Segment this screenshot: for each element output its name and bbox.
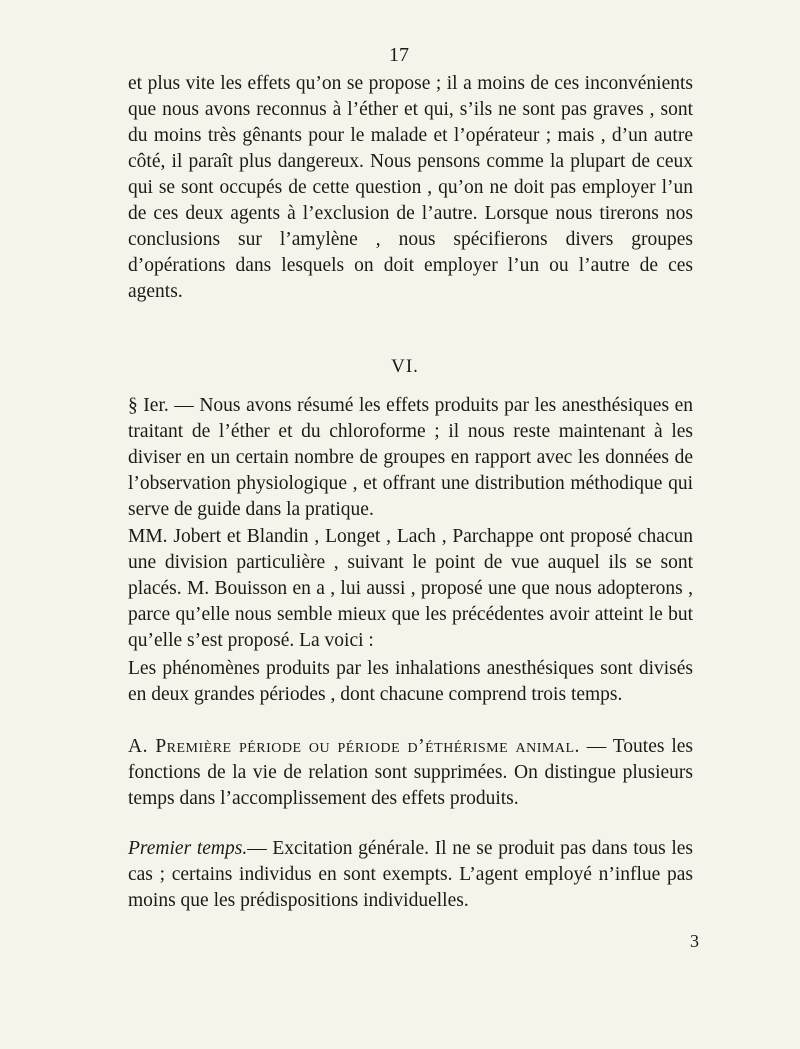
paragraph-text: Les phénomènes produits par les inhalations anesthésiques sont divisés en deux grandes périodes , dont chacune comprend trois temps. xyxy=(128,658,693,705)
paragraph-text: et plus vite les effets qu’on se propose ; il a moins de ces inconvénients que nous avons reconnus à l’éther et qui, s’ils ne sont pas graves , sont du moins très gênants pour le malade et l’opérateur ; mais , d’un autre côté, il paraît plus dangereux. Nous pensons comme la plupart de ceux qui se sont occupés de cette question , qu’on ne doit pas employer l’un de ces deux agents à l’exclusion de l’autre. Lorsque nous tirerons nos conclusions sur l’amylène , nous spécifierons divers groupes d’opérations dans lesquels on doit employer l’un ou l’autre de ces agents. xyxy=(128,73,693,302)
paragraph-text: — Toutes les fonctions de la vie de relation sont supprimées. On distingue plusieurs temps dans l’accomplissement des effets produits. xyxy=(128,736,693,809)
paragraph-periods xyxy=(128,656,693,708)
paragraph-continuation xyxy=(128,71,693,305)
period-label: A. Première période ou période d’éthérisme animal. xyxy=(128,736,580,757)
signature-mark: 3 xyxy=(690,931,699,951)
page-number: 17 xyxy=(389,44,409,66)
paragraph-section-one xyxy=(128,393,693,523)
paragraph-first-time xyxy=(128,836,693,914)
paragraph-first-period xyxy=(128,734,693,812)
paragraph-authors xyxy=(128,524,693,654)
paragraph-text: § Ier. — Nous avons résumé les effets produits par les anesthésiques en traitant de l’éther et du chloroforme ; il nous reste maintenant à les diviser en un certain nombre de groupes en rapport avec les données de l’observation physiologique , et offrant une distribution méthodique qui serve de guide dans la pratique. xyxy=(128,395,693,520)
time-label: Premier temps. xyxy=(128,838,248,859)
section-heading: VI. xyxy=(391,356,419,377)
paragraph-text: MM. Jobert et Blandin , Longet , Lach , Parchappe ont proposé chacun une division particulière , suivant le point de vue auquel ils se sont placés. M. Bouisson en a , lui aussi , proposé une que nous adopterons , parce qu’elle nous semble mieux que les précédentes avoir atteint le but qu’elle s’est proposé. La voici : xyxy=(128,526,693,651)
paragraph-text: — Excitation générale. Il ne se produit pas dans tous les cas ; certains individus en sont exempts. L’agent employé n’influe pas moins que les prédispositions individuelles. xyxy=(128,838,694,911)
